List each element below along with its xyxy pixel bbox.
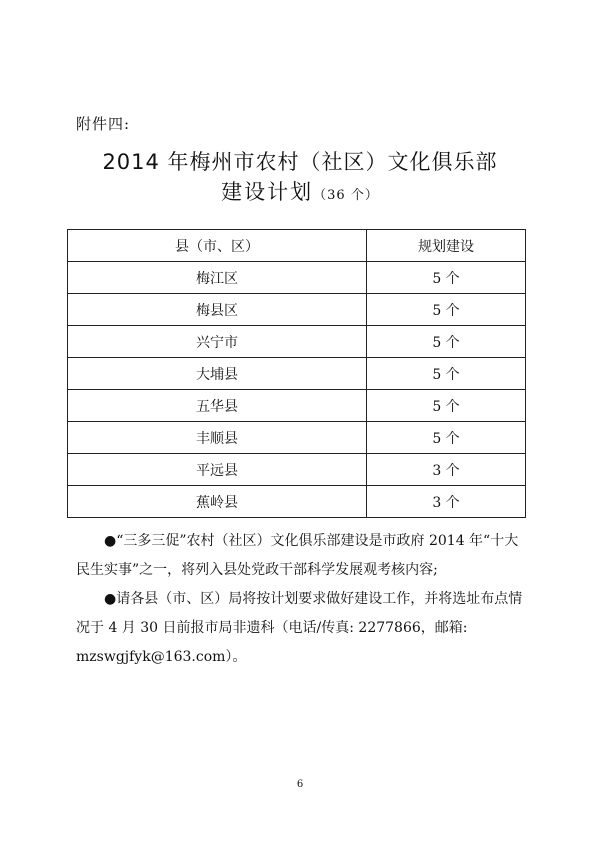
note-paragraph: ●“三多三促”农村（社区）文化俱乐部建设是市政府 2014 年“十大民生实事”之一，将列入县处党政干部科学发展观考核内容;: [76, 533, 519, 578]
planned-cell: 5 个: [367, 326, 526, 358]
county-cell: 平远县: [68, 454, 367, 486]
county-cell: 梅江区: [68, 262, 367, 294]
county-cell: 梅县区: [68, 294, 367, 326]
planned-cell: 5 个: [367, 390, 526, 422]
county-cell: 大埔县: [68, 358, 367, 390]
county-cell: 兴宁市: [68, 326, 367, 358]
planned-cell: 3 个: [367, 486, 526, 518]
table-row: [68, 422, 526, 454]
plan-table: [67, 229, 526, 518]
notes-section: [76, 527, 528, 672]
table-row: [68, 294, 526, 326]
subtitle-count: （36 个）: [313, 188, 379, 203]
attachment-label: 附件四:: [76, 115, 131, 133]
county-cell: 五华县: [68, 390, 367, 422]
document-title: 2014 年梅州市农村（社区）文化俱乐部: [102, 150, 498, 174]
planned-cell: 5 个: [367, 422, 526, 454]
table-row: [68, 454, 526, 486]
table-row: [68, 326, 526, 358]
planned-cell: 3 个: [367, 454, 526, 486]
planned-cell: 5 个: [367, 358, 526, 390]
table-row: [68, 358, 526, 390]
document-subtitle: [0, 176, 600, 206]
table-row: [68, 390, 526, 422]
table-header-row: [68, 230, 526, 262]
column-header-county: 县（市、区）: [68, 230, 367, 262]
county-cell: 丰顺县: [68, 422, 367, 454]
planned-cell: 5 个: [367, 294, 526, 326]
county-cell: 蕉岭县: [68, 486, 367, 518]
table-row: [68, 262, 526, 294]
page-number: 6: [296, 779, 304, 790]
column-header-planned: 规划建设: [367, 230, 526, 262]
subtitle-main: 建设计划: [221, 180, 314, 204]
note-paragraph: ●请各县（市、区）局将按计划要求做好建设工作，并将选址布点情况于 4 月 30 日前报市局非遗科（电话/传真: 2277866，邮箱: mzswgjfyk@163.com）。: [76, 591, 523, 665]
planned-cell: 5 个: [367, 262, 526, 294]
table-row: [68, 486, 526, 518]
